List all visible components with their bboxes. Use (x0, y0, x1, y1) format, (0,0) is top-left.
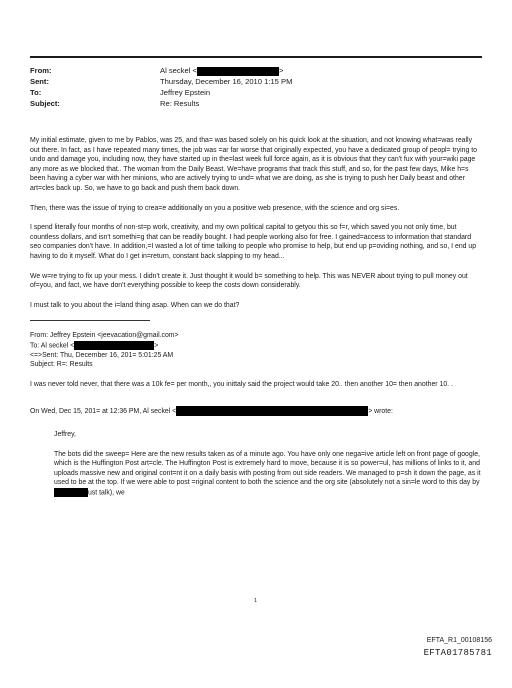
body-paragraph: My initial estimate, given to me by Pablos, was 25, and tha= was based solely on his quick look at the situation, and not knowing what=was really out there. In fact, as I have repeated many times, the job was =ar far worse that originally expected, you have a dedicated group of peopl= trying to undo and damage you, including now, they have started up in the=last week full force again, as it is obvious that they can't fux with your=wiki page any more as we blocked that.. The woman from the Daily Beast. We=have programs that track this stuff, and so, for the past few days, Mike h=s been having a cyber war with her minions, who are actively trying to und= what we are doing, as she is trying to push her Daily beast and other art=cles back up. So, we have to go back and push them back down. (30, 137, 478, 192)
body-paragraph: I spend literally four months of non-st=p work, creativity, and my own political capital to getyou this so f=r, which saved you not only time, but countless dollars, and isn't somethi=g that can be readily bought. I had people working also for free. I gained=access to information that standard seo companies don't have. In addition,=I wasted a lot of time talking to people who promise to help, but end up p=oviding nothing, and so, I end up having to do it myself. What do I get in=return, constant back slapping to my head... (30, 224, 477, 260)
subject-label: Subject: (30, 99, 60, 108)
salutation: Jeffrey, (54, 431, 76, 439)
from-label: From: (30, 66, 52, 75)
final-paragraph (30, 450, 482, 498)
subject-row (30, 98, 292, 109)
sent-value: Thursday, December 16, 2010 1:15 PM (160, 77, 293, 86)
email-body (30, 136, 482, 508)
final-paragraph-end: ust talk), we (88, 489, 125, 497)
redaction-bar (54, 488, 88, 497)
on-wrote-line (30, 406, 482, 416)
quoted-to-start: To: Al seckel < (30, 342, 75, 350)
body-paragraph: I must talk to you about the i=land thing asap. When can we do that? (30, 301, 240, 309)
bates-number-1: EFTA_R1_00108156 (426, 637, 492, 644)
from-value (160, 65, 283, 76)
from-row (30, 65, 292, 76)
quoted-to-end: > (154, 342, 159, 350)
to-value: Jeffrey Epstein (160, 88, 211, 97)
to-row (30, 87, 292, 98)
redaction-bar (197, 67, 279, 76)
on-line-start: On Wed, Dec 15, 201= at 12:36 PM, Al seckel < (30, 407, 177, 415)
quoted-sent: <=>Sent: Thu, December 16, 201= 5:01:25 AM (30, 351, 174, 359)
quoted-to (30, 341, 482, 351)
on-line-end: > wrote: (368, 407, 393, 415)
from-tail: > (278, 66, 284, 75)
quoted-subject: Subject: R=: Results (30, 361, 93, 369)
sent-row (30, 76, 292, 87)
quoted-header (30, 331, 482, 370)
reply-paragraph: I was never told never, that there was a 10k fe= per month,, you inittaly said the project would take 20.. then another 10= then another 10. . (30, 381, 453, 389)
body-paragraph: We w=re trying to fix up your mess. I didn't create it. Just thought it would b= something to help. This was NEVER about trying to pull money out of=you, and fact, we have don't everything possible to keep the costs down considerably. (30, 272, 468, 290)
redaction-bar (176, 406, 368, 416)
body-paragraph: Then, there was the issue of trying to crea=e additionally on you a positive web presence, with the science and org si=es. (30, 204, 400, 212)
email-header (30, 65, 292, 109)
sent-label: Sent: (30, 77, 49, 86)
redaction-bar (74, 341, 154, 350)
quoted-from: From: Jeffrey Epstein <jeevacation@gmail.com> (30, 332, 179, 340)
from-name: Al seckel < (160, 66, 197, 75)
header-rule (30, 56, 482, 58)
to-label: To: (30, 88, 42, 97)
page-number: 1 (254, 598, 258, 604)
bates-number-2: EFTA01785781 (423, 648, 492, 658)
quote-separator (30, 320, 150, 321)
final-paragraph-start: The bots did the sweep= Here are the new results taken as of a minute ago. You have only one nega=ive article left on front page of google, which is the Huffington Post art=cle. The Huffington Post is extremely hard to move, because it is so power=ul, has millions of links to it, and uploads massive new and original cont=nt it on a daily basis with posting from out side readers. We managed to p=sh it down the page, as it used to be at the top. If we were able to post =riginal content to both the science and the org site (absolutely not a sin=le word to this day by (54, 450, 481, 487)
subject-value: Re: Results (160, 99, 200, 108)
